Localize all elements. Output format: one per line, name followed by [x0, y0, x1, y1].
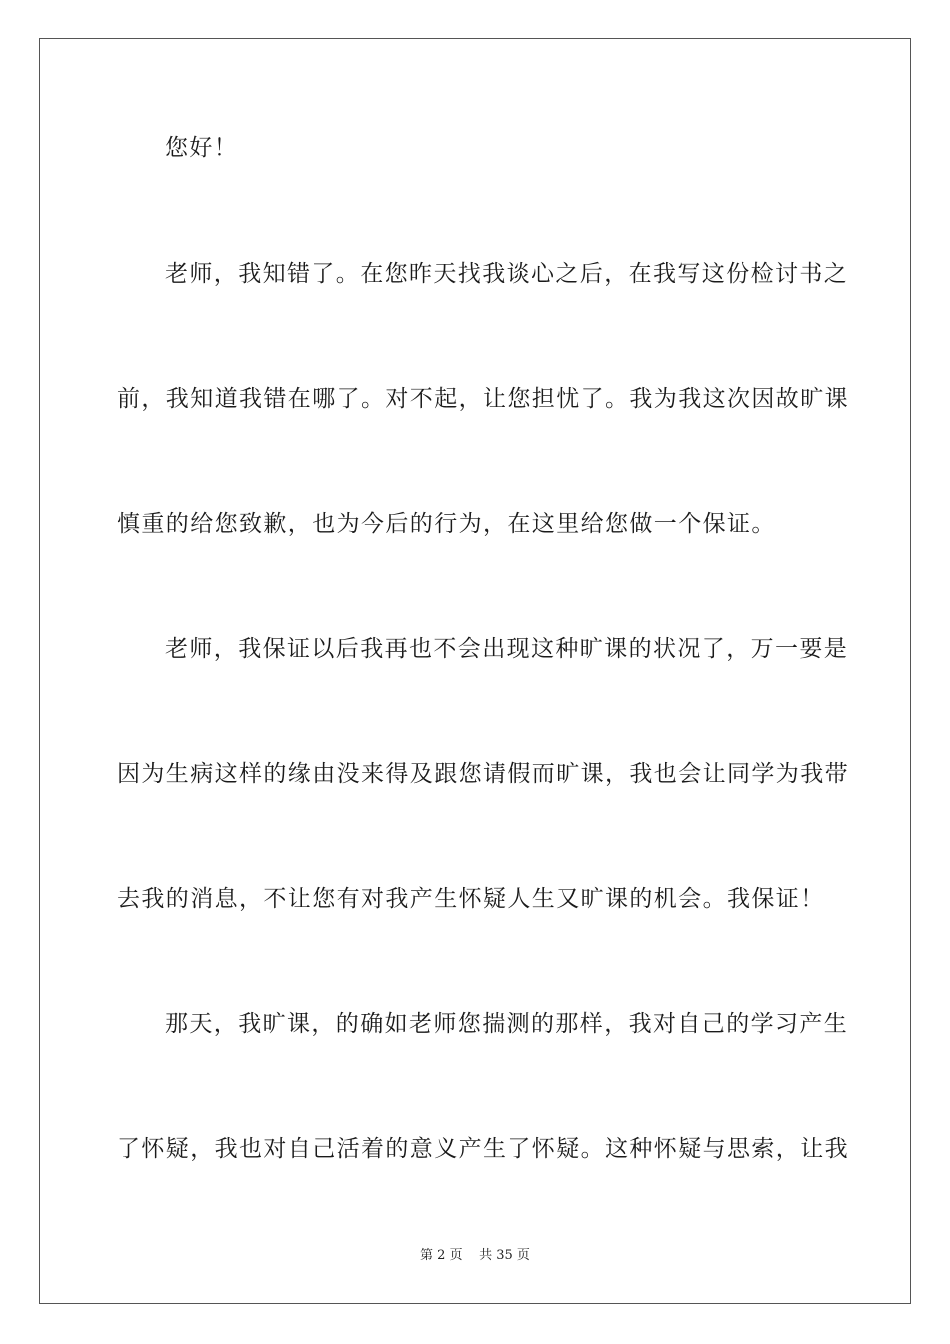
paragraph-2-line-2: 因为生病这样的缘由没来得及跟您请假而旷课，我也会让同学为我带 — [117, 761, 849, 787]
paragraph-2-line-3: 去我的消息，不让您有对我产生怀疑人生又旷课的机会。我保证！ — [117, 886, 825, 912]
greeting-line: 您好！ — [165, 135, 239, 161]
page-total: 共 35 页 — [479, 1248, 530, 1263]
paragraph-3-line-1: 那天，我旷课，的确如老师您揣测的那样，我对自己的学习产生 — [165, 1011, 849, 1037]
paragraph-2-line-1: 老师，我保证以后我再也不会出现这种旷课的状况了，万一要是 — [165, 636, 849, 662]
paragraph-1-line-2: 前，我知道我错在哪了。对不起，让您担忧了。我为我这次因故旷课 — [117, 386, 849, 412]
paragraph-1-line-3: 慎重的给您致歉，也为今后的行为，在这里给您做一个保证。 — [117, 511, 776, 537]
page-footer — [0, 1247, 950, 1265]
page-frame — [39, 38, 911, 1304]
page-number: 第 2 页 — [420, 1248, 463, 1263]
paragraph-3-line-2: 了怀疑，我也对自己活着的意义产生了怀疑。这种怀疑与思索，让我 — [117, 1136, 849, 1162]
paragraph-1-line-1: 老师，我知错了。在您昨天找我谈心之后，在我写这份检讨书之 — [165, 261, 849, 287]
